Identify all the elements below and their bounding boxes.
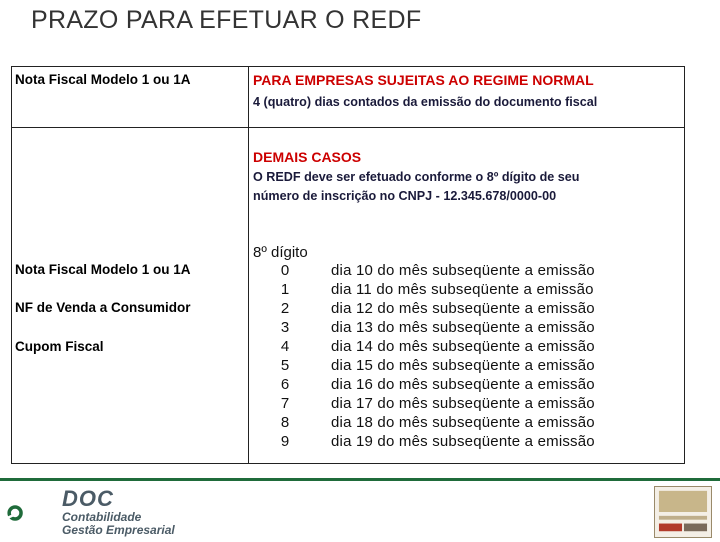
logo-sub1: Contabilidade: [62, 510, 142, 524]
digit-deadline-text: dia 14 do mês subseqüente a emissão: [331, 338, 595, 355]
digit-deadline-text: dia 19 do mês subseqüente a emissão: [331, 433, 595, 450]
left-label-cupom: Cupom Fiscal: [15, 339, 104, 354]
digit-header: 8º dígito: [253, 244, 308, 261]
demais-casos-line2: número de inscrição no CNPJ - 12.345.678/0000-00: [253, 189, 557, 203]
digit-value: 6: [280, 376, 290, 393]
left-label-nota-fiscal: Nota Fiscal Modelo 1 ou 1A: [15, 262, 191, 277]
digit-value: 0: [280, 262, 290, 279]
demais-casos-heading: DEMAIS CASOS: [253, 149, 362, 165]
digit-deadline-text: dia 12 do mês subseqüente a emissão: [331, 300, 595, 317]
left-label-nf-venda: NF de Venda a Consumidor: [15, 300, 191, 315]
left-label-top: Nota Fiscal Modelo 1 ou 1A: [15, 72, 191, 87]
regime-normal-heading: PARA EMPRESAS SUJEITAS AO REGIME NORMAL: [253, 72, 594, 88]
digit-value: 4: [280, 338, 290, 355]
digit-value: 2: [280, 300, 290, 317]
logo-sub2: Gestão Empresarial: [62, 523, 175, 537]
logo-word: DOC: [62, 486, 114, 511]
demais-casos-line1: O REDF deve ser efetuado conforme o 8º dígito de seu: [253, 170, 580, 184]
row-divider: [12, 127, 684, 128]
digit-value: 3: [280, 319, 290, 336]
digit-deadline-text: dia 10 do mês subseqüente a emissão: [331, 262, 595, 279]
digit-deadline-text: dia 18 do mês subseqüente a emissão: [331, 414, 595, 431]
digit-deadline-text: dia 17 do mês subseqüente a emissão: [331, 395, 595, 412]
digit-value: 7: [280, 395, 290, 412]
digit-deadline-text: dia 15 do mês subseqüente a emissão: [331, 357, 595, 374]
digit-deadline-text: dia 16 do mês subseqüente a emissão: [331, 376, 595, 393]
digit-value: 8: [280, 414, 290, 431]
regime-normal-text: 4 (quatro) dias contados da emissão do documento fiscal: [253, 95, 598, 109]
digit-value: 5: [280, 357, 290, 374]
page-title: PRAZO PARA EFETUAR O REDF: [31, 6, 422, 34]
digit-deadline-text: dia 13 do mês subseqüente a emissão: [331, 319, 595, 336]
footer-rule: [0, 478, 720, 481]
digit-deadline-text: dia 11 do mês subseqüente a emissão: [331, 281, 594, 298]
digit-value: 9: [280, 433, 290, 450]
digit-value: 1: [280, 281, 290, 298]
doc-logo-icon: [6, 487, 62, 539]
certification-seal-icon: [654, 486, 712, 538]
